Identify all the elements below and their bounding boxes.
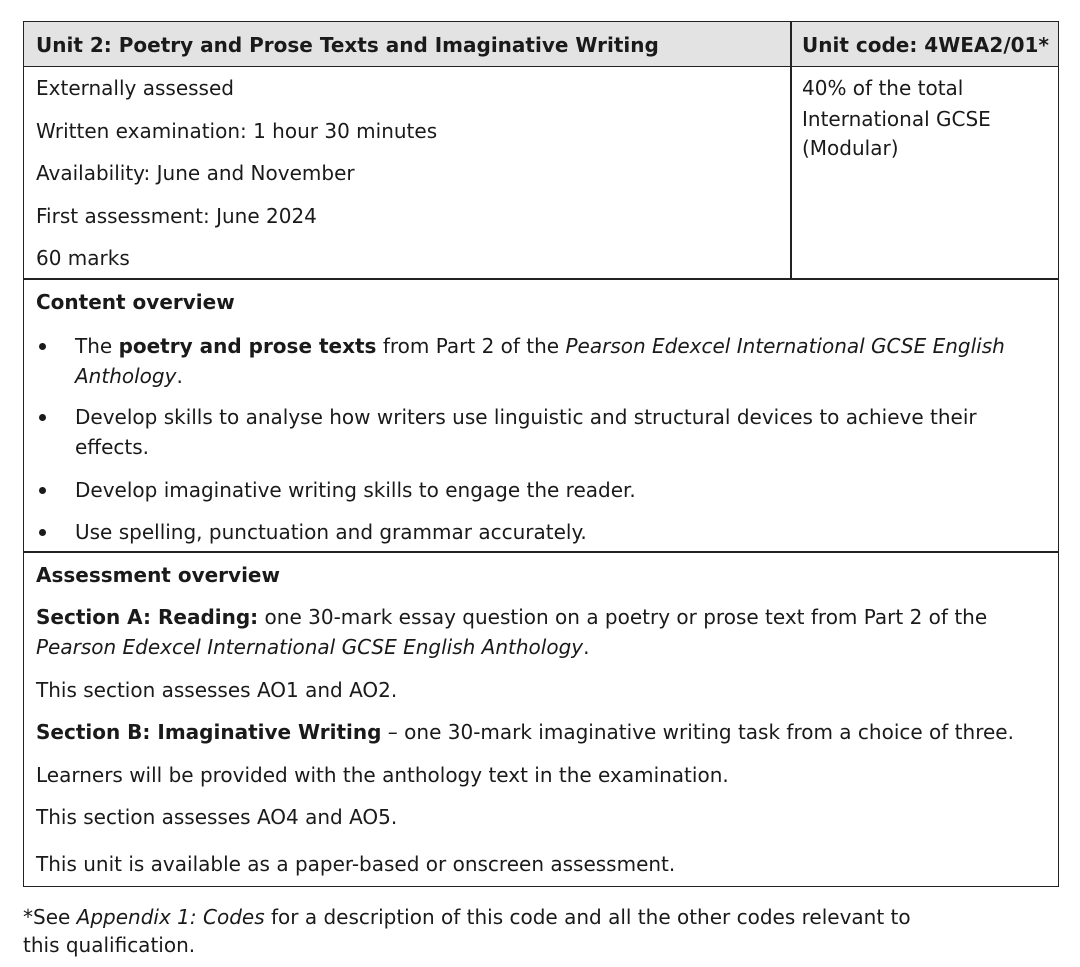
unit-title: Unit 2: Poetry and Prose Texts and Imaginative Writing bbox=[36, 33, 659, 57]
assessment-availability: This unit is available as a paper-based or onscreen assessment. bbox=[36, 852, 676, 876]
detail-assessed: Externally assessed bbox=[36, 76, 234, 100]
bullet-icon bbox=[36, 332, 54, 360]
detail-exam-duration: Written examination: 1 hour 30 minutes bbox=[36, 119, 438, 143]
weighting-line: International GCSE bbox=[802, 107, 991, 131]
appendix-reference: Appendix 1: Codes bbox=[76, 905, 265, 929]
content-bullet-imaginative: Develop imaginative writing skills to engage the reader. bbox=[75, 478, 636, 502]
assessment-overview-heading: Assessment overview bbox=[36, 563, 280, 587]
detail-availability: Availability: June and November bbox=[36, 161, 355, 185]
unit-code: Unit code: 4WEA2/01* bbox=[802, 33, 1049, 57]
content-bullet-spelling: Use spelling, punctuation and grammar accurately. bbox=[75, 520, 587, 544]
table-header-row bbox=[24, 22, 1058, 67]
bullet-icon bbox=[36, 403, 54, 431]
section-b-description: Section B: Imaginative Writing – one 30-mark imaginative writing task from a choice of three. bbox=[36, 720, 1014, 744]
content-bullet-analyse-cont: effects. bbox=[75, 435, 150, 459]
unit-table bbox=[23, 21, 1059, 887]
content-bullet-analyse: Develop skills to analyse how writers use linguistic and structural devices to achieve their bbox=[75, 405, 977, 429]
footnote-line-cont: this qualification. bbox=[23, 933, 196, 957]
weighting-line: (Modular) bbox=[802, 136, 899, 160]
footnote bbox=[23, 903, 911, 959]
weighting-line: 40% of the total bbox=[802, 76, 964, 100]
content-overview-heading: Content overview bbox=[36, 290, 235, 314]
section-b-assessment: This section assesses AO4 and AO5. bbox=[36, 805, 398, 829]
section-b-learners: Learners will be provided with the anthology text in the examination. bbox=[36, 763, 729, 787]
section-a-assessment: This section assesses AO1 and AO2. bbox=[36, 678, 398, 702]
section-a-description-cont: Pearson Edexcel International GCSE English Anthology. bbox=[36, 635, 590, 659]
bullet-icon bbox=[36, 476, 54, 504]
content-bullet-anthology: The poetry and prose texts from Part 2 of the Pearson Edexcel International GCSE English bbox=[75, 334, 1005, 358]
content-bullet-anthology-cont: Anthology. bbox=[75, 364, 183, 388]
section-a-description: Section A: Reading: one 30-mark essay question on a poetry or prose text from Part 2 of the bbox=[36, 605, 988, 629]
section-divider bbox=[24, 278, 1058, 280]
footnote-line: *See Appendix 1: Codes for a description of this code and all the other codes relevant to bbox=[23, 905, 911, 929]
column-divider bbox=[790, 22, 792, 279]
bullet-icon bbox=[36, 518, 54, 546]
detail-marks: 60 marks bbox=[36, 246, 130, 270]
section-divider bbox=[24, 551, 1058, 553]
detail-first-assessment: First assessment: June 2024 bbox=[36, 204, 317, 228]
